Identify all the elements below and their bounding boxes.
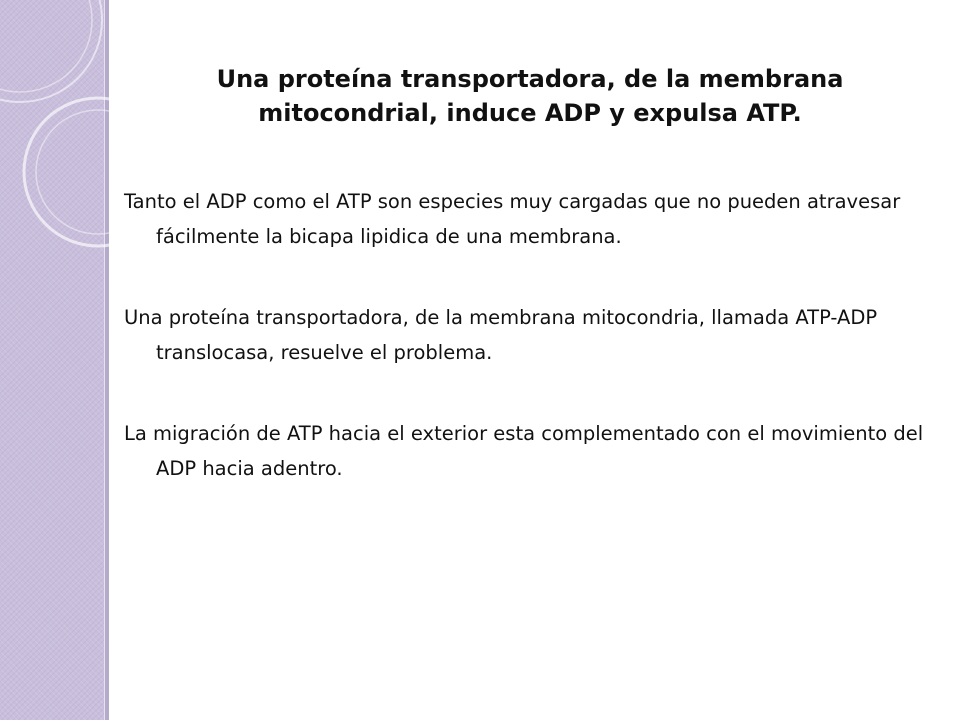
paragraph-migration: La migración de ATP hacia el exterior esta complementado con el movimiento del ADP hacia adentro. [124,422,924,480]
slide-title: Una proteína transportadora, de la membrana mitocondrial, induce ADP y expulsa ATP. [216,65,844,127]
slide-body [124,184,924,532]
paragraph-adp-atp-charge: Tanto el ADP como el ATP son especies muy cargadas que no pueden atravesar fácilmente la bicapa lipidica de una membrana. [124,190,901,248]
paragraph-translocase: Una proteína transportadora, de la membrana mitocondria, llamada ATP-ADP translocasa, resuelve el problema. [124,306,878,364]
decorative-ring-large [0,0,102,102]
decorative-rings [0,0,140,260]
